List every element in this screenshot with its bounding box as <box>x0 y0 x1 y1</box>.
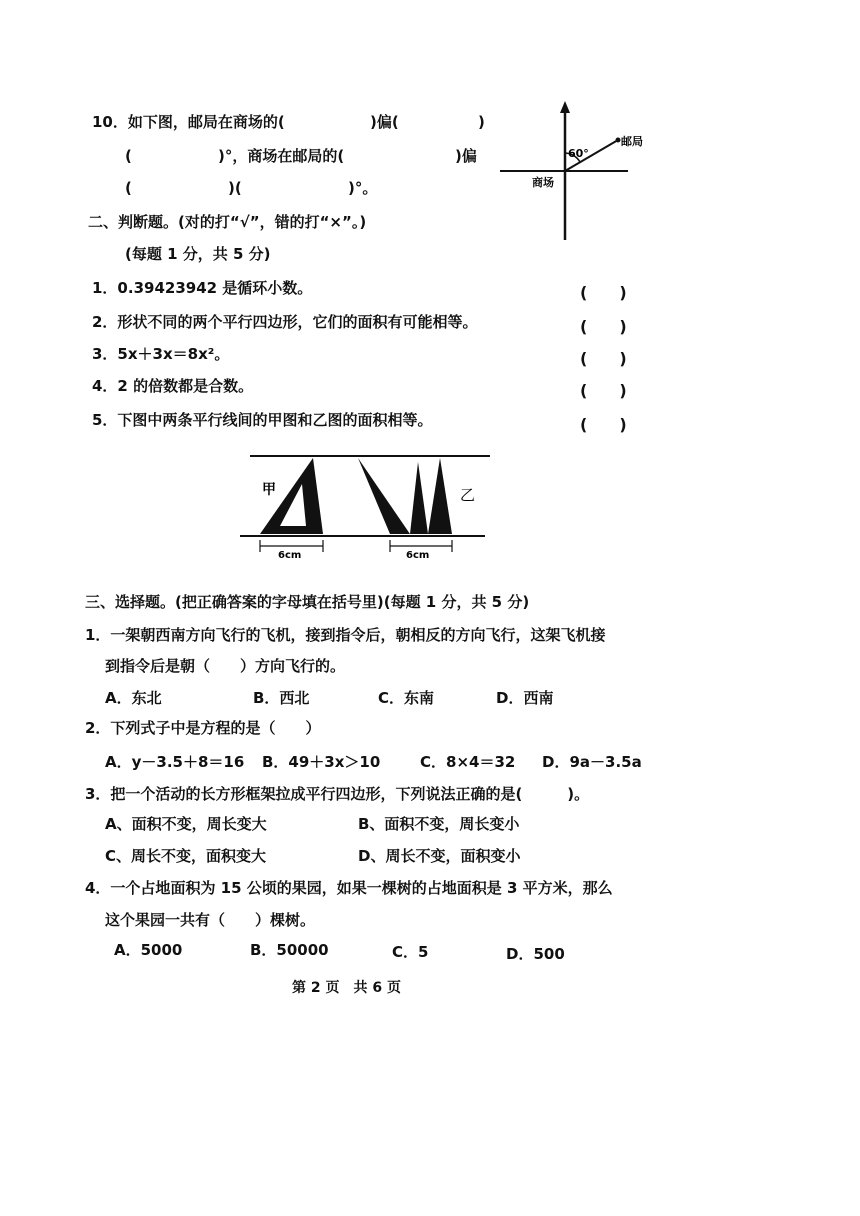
q2-line1: 2．下列式子中是方程的是（ ） <box>85 719 321 737</box>
triangle-figure <box>240 448 500 563</box>
q4-line1: 4．一个占地面积为 15 公顷的果园，如果一棵树的占地面积是 3 平方米，那么 <box>85 879 613 897</box>
q1-line1: 1．一架朝西南方向飞行的飞机，接到指令后，朝相反的方向飞行，这架飞机接 <box>85 626 606 644</box>
post-office-point <box>616 138 621 143</box>
dim-label-left: 6cm <box>278 550 302 561</box>
q4-option-a: A．5000 <box>114 941 183 959</box>
section2-note: (每题 1 分，共 5 分) <box>125 245 271 263</box>
judge-paren-4: ( ) <box>580 381 627 400</box>
triangle-yi-1 <box>358 458 410 534</box>
judge-paren-2: ( ) <box>580 317 627 336</box>
mall-label: 商场 <box>532 176 554 189</box>
q10-line1-a: 10．如下图，邮局在商场的( <box>92 113 285 131</box>
judge-paren-3: ( ) <box>580 349 627 368</box>
judge-paren-1: ( ) <box>580 283 627 302</box>
q4-option-b: B．50000 <box>250 941 329 959</box>
dim-label-right: 6cm <box>406 550 430 561</box>
triangle-yi-3 <box>428 458 452 534</box>
q10-line2-c: )偏 <box>455 147 477 165</box>
q2-option-d: D．9a－3.5a <box>542 753 642 771</box>
q10-line2-a: ( <box>125 147 132 165</box>
q3-line1: 3．把一个活动的长方形框架拉成平行四边形，下列说法正确的是( )。 <box>85 785 590 803</box>
q3-option-a: A、面积不变，周长变大 <box>105 815 267 833</box>
label-yi: 乙 <box>460 486 476 504</box>
q1-option-d: D．西南 <box>496 689 554 707</box>
label-jia: 甲 <box>262 482 276 498</box>
q10-line1-c: ) <box>478 113 485 131</box>
triangle-yi-2 <box>410 462 428 534</box>
q10-line3-a: ( <box>125 179 132 197</box>
q1-option-c: C．东南 <box>378 689 435 707</box>
angle-label: 60° <box>568 147 589 160</box>
q4-option-d: D．500 <box>506 945 565 963</box>
q4-option-c: C．5 <box>392 943 429 961</box>
north-arrow <box>560 101 570 113</box>
q2-option-b: B．49＋3x＞10 <box>262 753 381 771</box>
q2-option-c: C．8×4＝32 <box>420 753 516 771</box>
judge-item-2: 2．形状不同的两个平行四边形，它们的面积有可能相等。 <box>92 313 478 331</box>
section3-title: 三、选择题。(把正确答案的字母填在括号里)(每题 1 分，共 5 分) <box>85 593 530 611</box>
q10-line3-c: )°。 <box>348 179 378 197</box>
judge-item-1: 1．0.39423942 是循环小数。 <box>92 279 313 297</box>
q3-option-c: C、周长不变，面积变大 <box>105 847 267 865</box>
q10-line2-b: )°，商场在邮局的( <box>218 147 345 165</box>
judge-item-4: 4．2 的倍数都是合数。 <box>92 377 254 395</box>
q10-line1-b: )偏( <box>370 113 399 131</box>
compass-figure <box>490 95 660 245</box>
judge-paren-5: ( ) <box>580 415 627 434</box>
post-office-label: 邮局 <box>621 135 643 148</box>
q2-option-a: A．y－3.5＋8＝16 <box>105 753 245 771</box>
q1-option-b: B．西北 <box>253 689 310 707</box>
q1-option-a: A．东北 <box>105 689 162 707</box>
judge-item-3: 3．5x＋3x＝8x²。 <box>92 345 230 363</box>
judge-item-5: 5．下图中两条平行线间的甲图和乙图的面积相等。 <box>92 411 433 429</box>
section2-title: 二、判断题。(对的打“√”，错的打“×”。) <box>88 213 367 231</box>
q10-line3-b: )( <box>228 179 242 197</box>
q1-line2: 到指令后是朝（ ）方向飞行的。 <box>105 657 346 675</box>
q3-option-d: D、周长不变，面积变小 <box>358 847 521 865</box>
q3-option-b: B、面积不变，周长变小 <box>358 815 520 833</box>
q4-line2: 这个果园一共有（ ）棵树。 <box>105 911 316 929</box>
page-footer: 第 2 页 共 6 页 <box>292 980 401 996</box>
